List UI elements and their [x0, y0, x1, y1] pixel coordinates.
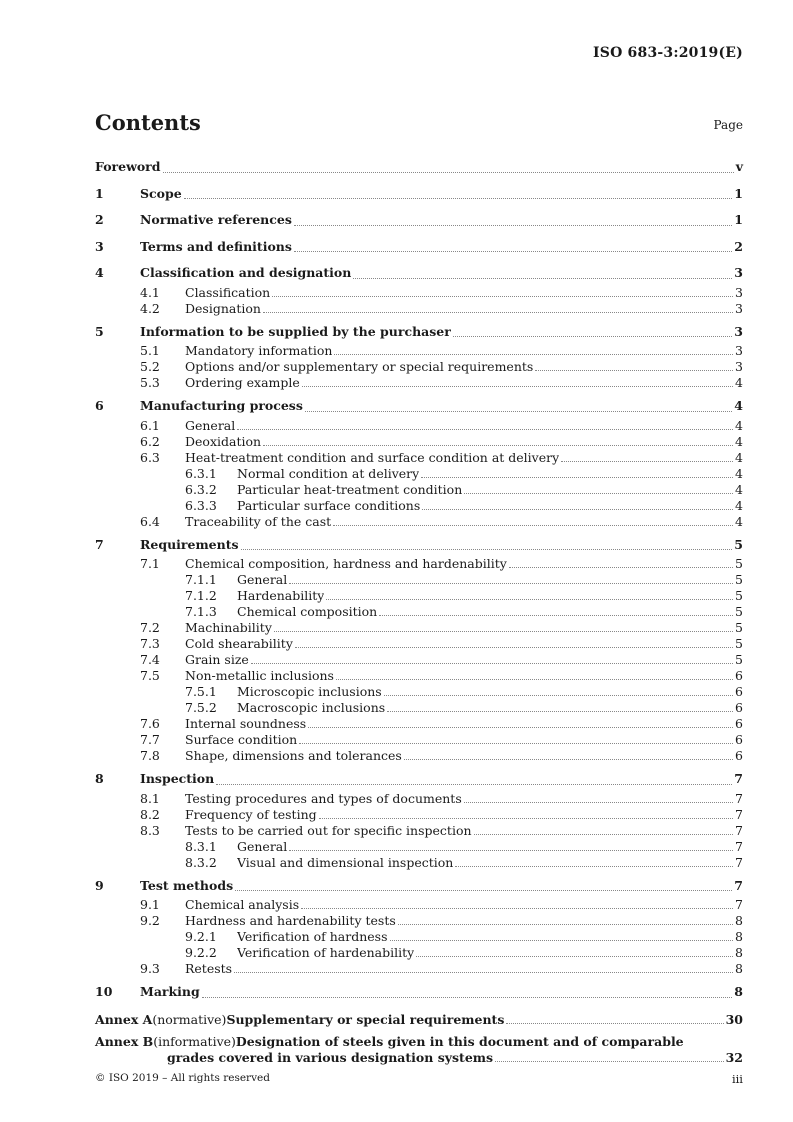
dot-leader: [474, 833, 734, 835]
toc-entry-page: 4: [735, 417, 743, 433]
toc-entry-title: General: [185, 417, 236, 433]
dot-leader: [289, 849, 733, 851]
toc-entry-page: 6: [735, 748, 743, 763]
toc-entry-number: 10: [95, 984, 113, 999]
dot-leader: [379, 614, 733, 616]
dot-leader: [295, 646, 733, 648]
dot-leader: [263, 311, 733, 313]
toc-entry-number: 4.2: [140, 300, 160, 316]
toc-entry-number: 7.1.3: [185, 604, 217, 619]
toc-entry-number: 7: [95, 536, 104, 552]
toc-entry-page: 6: [735, 732, 743, 747]
toc-entry-title: Classification and designation: [140, 265, 352, 280]
toc-entry-title: Machinability: [185, 620, 272, 635]
toc-entry-number: 7.5.2: [185, 700, 217, 715]
toc-entry-title: Retests: [185, 961, 233, 976]
toc-entry-number: 7.8: [140, 748, 160, 763]
toc-entry-title: Grain size: [185, 652, 249, 667]
toc-entry-number: 7.2: [140, 620, 160, 635]
toc-entry-page: 7: [735, 854, 743, 870]
annex-page: 30: [725, 1011, 743, 1027]
toc-entry-page: 7: [734, 771, 743, 786]
toc-entry-number: 4.1: [140, 284, 160, 300]
toc-entry-number: 1: [95, 185, 104, 201]
dot-leader: [387, 710, 733, 712]
toc-entry-title: Verification of hardness: [237, 929, 388, 944]
toc-entry-number: 6.3.3: [185, 497, 217, 513]
toc-entry[interactable]: [95, 807, 743, 823]
toc-entry-title: General: [237, 572, 288, 587]
toc-entry[interactable]: [95, 482, 743, 498]
toc-entry[interactable]: [95, 514, 743, 530]
toc-entry-number: 9.1: [140, 897, 160, 912]
toc-entry-title: Chemical composition: [237, 604, 378, 619]
toc-entry[interactable]: [95, 716, 743, 732]
toc-entry-number: 6.4: [140, 513, 160, 529]
toc-entry-title: Requirements: [140, 536, 239, 552]
toc-entry-page: 3: [735, 284, 743, 300]
toc-entry-number: 6.3: [140, 449, 160, 465]
toc-entry-page: 5: [735, 652, 743, 667]
toc-entry-page: 7: [735, 822, 743, 838]
dot-leader: [453, 335, 732, 337]
toc-entry-title: Heat-treatment condition and surface condition at delivery: [185, 449, 560, 465]
toc-entry[interactable]: [95, 418, 743, 434]
toc-entry[interactable]: [95, 767, 743, 791]
toc-entry-number: 7.5.1: [185, 684, 217, 699]
dot-leader: [251, 662, 733, 664]
toc-entry-title: Traceability of the cast: [185, 513, 332, 529]
toc-entry[interactable]: [95, 700, 743, 716]
toc-entry-page: 4: [734, 398, 743, 413]
dot-leader: [235, 889, 732, 891]
copyright-notice: © ISO 2019 – All rights reserved: [95, 1072, 270, 1084]
toc-entry-number: 7.7: [140, 732, 160, 747]
toc-entry[interactable]: [95, 839, 743, 855]
dot-leader: [184, 197, 733, 199]
annex-entry[interactable]: [95, 1034, 743, 1066]
toc-entry-number: 8.1: [140, 790, 160, 806]
toc-entry-number: 8.3.2: [185, 854, 217, 870]
toc-entry[interactable]: [95, 874, 743, 898]
toc-entry[interactable]: [95, 897, 743, 913]
toc-entry-title: Particular heat-treatment condition: [237, 481, 463, 497]
toc-entry-number: 7.1: [140, 556, 160, 571]
toc-entry-title: Ordering example: [185, 375, 300, 390]
toc-entry[interactable]: [95, 498, 743, 514]
toc-entry-number: 8: [95, 771, 104, 786]
annex-title: Supplementary or special requirements: [226, 1011, 505, 1027]
dot-leader: [202, 996, 733, 998]
toc-entry[interactable]: [95, 466, 743, 482]
toc-entry[interactable]: [95, 434, 743, 450]
toc-entry-number: 6: [95, 398, 104, 413]
dot-leader: [464, 492, 733, 494]
toc-entry-page: 3: [735, 300, 743, 316]
toc-entry-page: 6: [735, 684, 743, 699]
dot-leader: [390, 939, 734, 941]
dot-leader: [495, 1060, 724, 1062]
toc-entry[interactable]: [95, 375, 743, 391]
toc-entry-title: Information to be supplied by the purchaser: [140, 323, 451, 339]
toc-entry[interactable]: [95, 343, 743, 359]
annex-label: Annex A: [95, 1011, 153, 1027]
toc-entry-title: Classification: [185, 284, 271, 300]
toc-entry-page: 5: [734, 536, 743, 552]
dot-leader: [272, 295, 733, 297]
toc-entry-title: Surface condition: [185, 732, 298, 747]
toc-entry-number: 8.3: [140, 822, 160, 838]
toc-entry-number: 9.2: [140, 913, 160, 928]
toc-entry-number: 6.3.2: [185, 481, 217, 497]
toc-entry-page: 1: [734, 185, 743, 201]
dot-leader: [326, 598, 733, 600]
toc-entry[interactable]: [95, 320, 743, 344]
document-id: ISO 683-3:2019(E): [593, 45, 743, 61]
toc-entry-number: 9.2.1: [185, 929, 217, 944]
dot-leader: [398, 923, 733, 925]
dot-leader: [455, 865, 733, 867]
dot-leader: [302, 385, 733, 387]
toc-entry-page: 4: [735, 497, 743, 513]
dot-leader: [416, 955, 733, 957]
dot-leader: [509, 566, 733, 568]
dot-leader: [421, 476, 733, 478]
toc-entry-number: 5.1: [140, 343, 160, 358]
toc-entry-title: Shape, dimensions and tolerances: [185, 748, 402, 763]
dot-leader: [464, 801, 733, 803]
toc-entry-title: Foreword: [95, 159, 161, 174]
dot-leader: [289, 582, 733, 584]
dot-leader: [294, 250, 732, 252]
page-title: Contents: [95, 110, 201, 135]
annex-label: Annex B: [95, 1033, 154, 1049]
toc-entry-number: 3: [95, 238, 104, 254]
toc-entry-number: 7.1.1: [185, 572, 217, 587]
toc-entry-number: 6.3.1: [185, 465, 217, 481]
toc-entry-title: Microscopic inclusions: [237, 684, 382, 699]
toc-entry[interactable]: [95, 945, 743, 961]
toc-entry-page: 5: [735, 588, 743, 603]
toc-entry-title: Mandatory information: [185, 343, 333, 358]
toc-entry-number: 5: [95, 323, 104, 339]
toc-entry-page: 3: [735, 343, 743, 358]
toc-entry-page: 8: [734, 984, 743, 999]
toc-entry[interactable]: [95, 556, 743, 572]
toc-entry[interactable]: [95, 301, 743, 317]
toc-entry[interactable]: [95, 620, 743, 636]
dot-leader: [299, 742, 733, 744]
toc-entry-number: 9.2.2: [185, 945, 217, 960]
page-number: iii: [731, 1072, 743, 1086]
toc-entry[interactable]: [95, 961, 743, 977]
toc-entry[interactable]: [95, 791, 743, 807]
dot-leader: [333, 524, 733, 526]
toc-entry-number: 8.3.1: [185, 838, 217, 854]
toc-entry-page: 6: [735, 700, 743, 715]
dot-leader: [301, 907, 733, 909]
toc-entry-number: 6.2: [140, 433, 160, 449]
toc-entry-title: Testing procedures and types of documents: [185, 790, 462, 806]
toc-entry-page: 5: [735, 636, 743, 651]
dot-leader: [237, 428, 733, 430]
toc-entry-page: 4: [735, 449, 743, 465]
toc-entry[interactable]: [95, 929, 743, 945]
toc-entry-title: Normative references: [140, 212, 292, 227]
toc-entry-number: 9: [95, 877, 104, 893]
toc-entry[interactable]: [95, 572, 743, 588]
toc-entry-page: 6: [735, 716, 743, 731]
dot-leader: [308, 726, 733, 728]
toc-entry-page: 8: [735, 945, 743, 960]
toc-entry-page: 7: [734, 877, 743, 893]
toc-entry-number: 7.5: [140, 668, 160, 683]
dot-leader: [334, 353, 733, 355]
toc-entry-title: Marking: [140, 984, 200, 999]
annex-kind: (normative): [152, 1011, 227, 1027]
toc-entry-title: Test methods: [140, 877, 234, 893]
toc-entry-number: 6.1: [140, 417, 160, 433]
dot-leader: [384, 694, 733, 696]
dot-leader: [535, 369, 733, 371]
page-column-label: Page: [713, 118, 743, 132]
toc-entry[interactable]: [95, 823, 743, 839]
dot-leader: [319, 817, 733, 819]
toc-entry-number: 4: [95, 265, 104, 280]
toc-entry-page: 4: [735, 481, 743, 497]
dot-leader: [274, 630, 733, 632]
toc-entry-page: 7: [735, 838, 743, 854]
toc-entry-title: Internal soundness: [185, 716, 307, 731]
toc-entry-page: 5: [735, 572, 743, 587]
annex-title-continued: grades covered in various designation systems: [167, 1049, 494, 1065]
toc-entry-page: 5: [735, 556, 743, 571]
annex-entry[interactable]: [95, 1012, 743, 1028]
toc-entry-number: 7.6: [140, 716, 160, 731]
toc-entry-title: Normal condition at delivery: [237, 465, 420, 481]
toc-entry-page: 4: [735, 433, 743, 449]
toc-entry[interactable]: [95, 182, 743, 206]
toc-entry[interactable]: [95, 359, 743, 375]
toc-entry-title: Hardenability: [237, 588, 325, 603]
toc-entry-page: 1: [734, 212, 743, 227]
toc-entry-title: Chemical composition, hardness and hardenability: [185, 556, 507, 571]
toc-entry[interactable]: [95, 261, 743, 285]
dot-leader: [263, 444, 733, 446]
toc-entry-number: 5.3: [140, 375, 160, 390]
toc-entry-page: 4: [735, 465, 743, 481]
toc-entry-title: Deoxidation: [185, 433, 262, 449]
toc-entry-title: Cold shearability: [185, 636, 293, 651]
dot-leader: [241, 548, 733, 550]
dot-leader: [353, 277, 732, 279]
toc-entry[interactable]: [95, 604, 743, 620]
toc-entry-page: 8: [735, 929, 743, 944]
toc-entry-title: Verification of hardenability: [237, 945, 415, 960]
toc-entry-title: General: [237, 838, 288, 854]
toc-entry[interactable]: [95, 394, 743, 418]
toc-entry-page: 3: [735, 359, 743, 374]
toc-entry[interactable]: [95, 285, 743, 301]
toc-entry[interactable]: [95, 855, 743, 871]
toc-entry-page: 3: [734, 265, 743, 280]
toc-entry-page: v: [735, 159, 743, 174]
dot-leader: [163, 171, 734, 173]
toc-entry-page: 3: [734, 323, 743, 339]
dot-leader: [422, 508, 733, 510]
toc-entry-number: 7.1.2: [185, 588, 217, 603]
dot-leader: [506, 1022, 723, 1024]
toc-entry-page: 8: [735, 961, 743, 976]
toc-entry-page: 5: [735, 620, 743, 635]
toc-entry-page: 7: [735, 806, 743, 822]
toc-entry-number: 9.3: [140, 961, 160, 976]
toc-entry[interactable]: [95, 450, 743, 466]
toc-entry[interactable]: [95, 208, 743, 232]
toc-entry[interactable]: [95, 732, 743, 748]
dot-leader: [305, 410, 732, 412]
toc-entry-page: 7: [735, 897, 743, 912]
toc-entry[interactable]: [95, 684, 743, 700]
toc-entry-page: 6: [735, 668, 743, 683]
toc-entry-number: 2: [95, 212, 104, 227]
toc-entry-title: Chemical analysis: [185, 897, 300, 912]
toc-entry-title: Tests to be carried out for specific inspection: [185, 822, 472, 838]
toc-entry-page: 4: [735, 375, 743, 390]
toc-entry-number: 7.3: [140, 636, 160, 651]
toc-entry-page: 2: [734, 238, 743, 254]
toc-entry-page: 7: [735, 790, 743, 806]
toc-entry-title: Options and/or supplementary or special requirements: [185, 359, 534, 374]
annex-page: 32: [725, 1049, 743, 1065]
toc-entry-title: Particular surface conditions: [237, 497, 421, 513]
dot-leader: [216, 783, 732, 785]
toc-entry-title: Frequency of testing: [185, 806, 317, 822]
toc-entry[interactable]: [95, 913, 743, 929]
toc-entry[interactable]: [95, 748, 743, 764]
toc-entry-title: Visual and dimensional inspection: [237, 854, 454, 870]
toc-entry-page: 5: [735, 604, 743, 619]
table-of-contents: [95, 155, 743, 1066]
toc-entry-title: Non-metallic inclusions: [185, 668, 334, 683]
toc-entry-page: 4: [735, 513, 743, 529]
dot-leader: [294, 224, 732, 226]
dot-leader: [561, 460, 733, 462]
toc-entry-title: Designation: [185, 300, 261, 316]
dot-leader: [404, 758, 733, 760]
toc-entry[interactable]: [95, 636, 743, 652]
toc-entry-title: Inspection: [140, 771, 215, 786]
toc-entry[interactable]: [95, 652, 743, 668]
toc-entry-number: 7.4: [140, 652, 160, 667]
toc-entry-page: 8: [735, 913, 743, 928]
toc-entry-number: 5.2: [140, 359, 160, 374]
toc-entry[interactable]: [95, 235, 743, 259]
toc-entry[interactable]: [95, 980, 743, 1004]
toc-entry-title: Scope: [140, 185, 182, 201]
toc-entry-title: Hardness and hardenability tests: [185, 913, 396, 928]
toc-entry-title: Macroscopic inclusions: [237, 700, 386, 715]
toc-entry-title: Manufacturing process: [140, 398, 303, 413]
annex-title: Designation of steels given in this document and of comparable: [235, 1033, 684, 1049]
dot-leader: [234, 971, 733, 973]
toc-entry[interactable]: [95, 668, 743, 684]
toc-entry[interactable]: [95, 533, 743, 557]
toc-entry-number: 8.2: [140, 806, 160, 822]
toc-entry[interactable]: [95, 588, 743, 604]
dot-leader: [336, 678, 733, 680]
toc-entry[interactable]: [95, 155, 743, 179]
toc-entry-title: Terms and definitions: [140, 238, 292, 254]
annex-kind: (informative): [153, 1033, 236, 1049]
